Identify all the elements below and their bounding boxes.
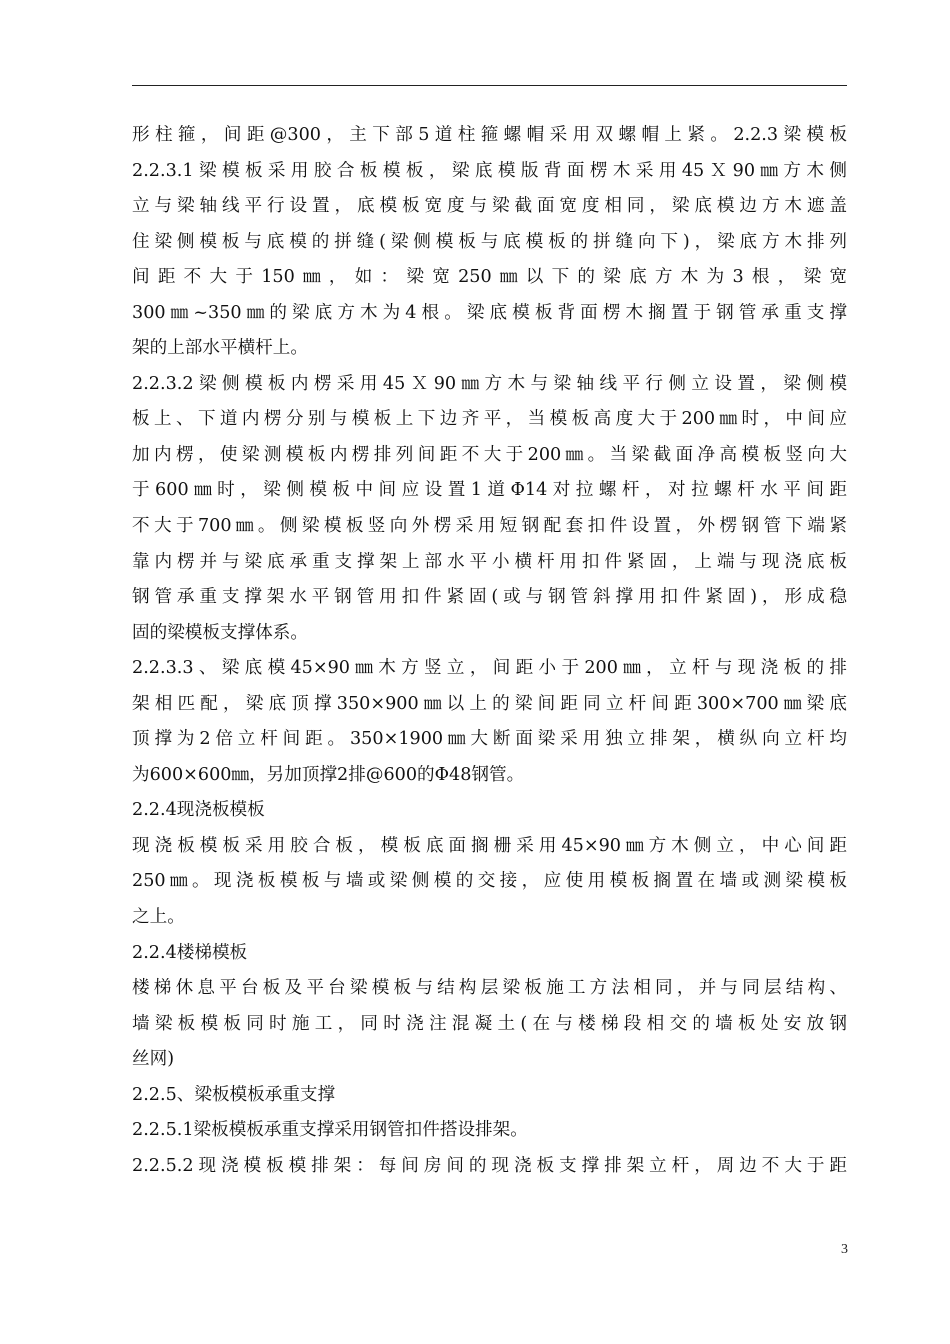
text-line: 于600㎜时，梁侧模板中间应设置1道Φ14对拉螺杆，对拉螺杆水平间距 [132,480,847,501]
text-line: 丝网) [132,1049,175,1070]
text-line: 不大于700㎜。侧梁模板竖向外楞采用短钢配套扣件设置，外楞钢管下端紧 [132,516,847,537]
text-line: 形柱箍，间距@300，主下部5道柱箍螺帽采用双螺帽上紧。2.2.3梁模板 [132,125,847,145]
text-line: 为600×600㎜，另加顶撑2排@600的Φ48钢管。 [132,764,525,785]
section-heading: 2.2.5、梁板模板承重支撑 [132,1084,336,1105]
header-rule [132,85,847,86]
text-line: 现浇板模板采用胶合板，模板底面搁栅采用45×90㎜方木侧立，中心间距 [132,835,847,856]
text-line: 楼梯休息平台板及平台梁模板与结构层梁板施工方法相同，并与同层结构、 [132,978,847,999]
text-line: 2.2.5.2现浇模板模排架：每间房间的现浇板支撑排架立杆，周边不大于距 [132,1155,847,1176]
text-line: 顶撑为2倍立杆间距。350×1900㎜大断面梁采用独立排架，横纵向立杆均 [132,729,847,750]
text-line: 2.2.3.3、梁底模45×90㎜木方竖立，间距小于200㎜，立杆与现浇板的排 [132,658,847,679]
text-line: 架相匹配，梁底顶撑350×900㎜以上的梁间距同立杆间距300×700㎜梁底 [132,693,847,714]
text-line: 钢管承重支撑架水平钢管用扣件紧固(或与钢管斜撑用扣件紧固)，形成稳 [132,587,847,608]
text-line: 固的梁模板支撑体系。 [132,622,308,643]
text-line: 板上、下道内楞分别与模板上下边齐平，当模板高度大于200㎜时，中间应 [132,409,847,430]
text-line: 之上。 [132,907,185,928]
text-line: 加内楞，使梁测模板内楞排列间距不大于200㎜。当梁截面净高模板竖向大 [132,444,847,465]
text-line: 立与梁轴线平行设置，底模板宽度与梁截面宽度相同，梁底模边方木遮盖 [132,196,847,217]
text-line: 架的上部水平横杆上。 [132,338,308,359]
text-line: 250㎜。现浇板模板与墙或梁侧模的交接，应使用模板搁置在墙或测梁模板 [132,871,847,892]
text-line: 2.2.3.1梁模板采用胶合板模板，梁底模版背面楞木采用45Ｘ90㎜方木侧 [132,160,847,181]
text-line: 300㎜~350㎜的梁底方木为4根。梁底模板背面楞木搁置于钢管承重支撑 [132,302,847,323]
text-line: 住梁侧模板与底模的拼缝(梁侧模板与底模板的拼缝向下)，梁底方木排列 [132,231,847,252]
text-line: 2.2.3.2梁侧模板内楞采用45Ｘ90㎜方木与梁轴线平行侧立设置，梁侧模 [132,373,847,394]
text-line: 墙梁板模板同时施工，同时浇注混凝土(在与楼梯段相交的墙板处安放钢 [132,1013,847,1034]
page-number: 3 [841,1242,848,1257]
text-line: 2.2.5.1梁板模板承重支撑采用钢管扣件搭设排架。 [132,1120,528,1141]
section-heading: 2.2.4现浇板模板 [132,800,265,821]
section-heading: 2.2.4楼梯模板 [132,942,248,963]
text-line: 靠内楞并与梁底承重支撑架上部水平小横杆用扣件紧固，上端与现浇底板 [132,551,847,572]
document-body [132,118,847,1184]
text-line: 间距不大于150㎜，如：梁宽250㎜以下的梁底方木为3根，梁宽 [132,267,847,288]
